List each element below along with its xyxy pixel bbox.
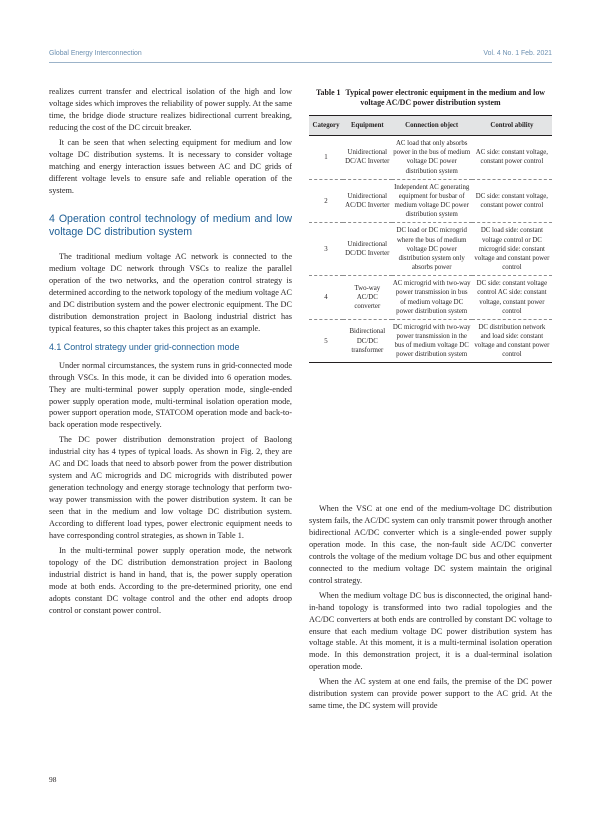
table-cell: AC side: constant voltage, constant power control [472,136,552,180]
table-cell: Bidirectional DC/DC transformer [343,319,392,363]
table-cell: Two-way AC/DC converter [343,276,392,320]
subsection-heading: 4.1 Control strategy under grid-connection mode [49,341,240,352]
table-cell: DC side: constant voltage, constant power control [472,179,552,223]
table-row [309,276,552,320]
table-cell: AC load that only absorbs power in the bus of medium voltage DC power distribution system [392,136,472,180]
table-label: Table 1 [316,88,341,97]
table-cell: Independent AC generating equipment for busbar of medium voltage DC power distribution system [392,179,472,223]
table-cell: 4 [309,276,343,320]
table-row [309,223,552,276]
table-header-row [309,116,552,136]
table-row [309,136,552,180]
table-cell: DC load side: constant voltage control or DC microgrid side: constant voltage and constant power control [472,223,552,276]
table-cell: Unidirectional DC/DC Inverter [343,223,392,276]
column-header: Connection object [392,116,472,136]
page-number: 98 [49,775,57,784]
paragraph: When the medium voltage DC bus is disconnected, the original hand-in-hand topology is transformed into two radial topologies and the AC/DC converters at both ends are controlled by constant DC voltage to ensure that each medium voltage DC power distribution system has voltage stable. At this moment, it is a multi-terminal isolation operation mode. In this demonstration project, it is a dual-terminal isolation operation mode. [309,590,552,672]
journal-name: Global Energy Interconnection [49,50,142,57]
paragraph: Under normal circumstances, the system runs in grid-connected mode through VSCs. In this mode, it can be divided into 6 operation modes. They are multi-terminal power supply operation mode, single-ended power supply operation mode, multi-terminal isolation operation mode, power support operation mode, STATCOM operation mode and back-to-back operation mode respectively. [49,360,292,430]
right-column [309,503,552,715]
table-cell: AC microgrid with two-way power transmission in bus of medium voltage DC power distribution system [392,276,472,320]
table-cell: Unidirectional DC/AC Inverter [343,136,392,180]
paragraph: The traditional medium voltage AC network is connected to the medium voltage DC network through VSCs to realize the parallel operation of the two networks, and the operation control strategy is determined according to the network topology of the medium voltage AC and DC distribution system and the power electronic equipment. The DC distribution demonstration project in Baolong industrial district has typical features, so this chapter takes this project as an example. [49,251,292,333]
table-cell: Unidirectional AC/DC Inverter [343,179,392,223]
table-cell: DC distribution network and load side: constant voltage and constant power control [472,319,552,363]
column-header: Category [309,116,343,136]
header-rule [49,62,552,63]
paragraph: When the VSC at one end of the medium-voltage DC distribution system fails, the AC/DC system can only transmit power through another bidirectional AC/DC converter which is a single-ended power supply operation mode. In this case, the non-fault side AC/DC converter controls the voltage of the medium voltage DC bus and other equipment connected to the medium voltage DC system maintain the original control strategy. [309,504,552,585]
table-cell: 5 [309,319,343,363]
table-cell: DC side: constant voltage control AC side: constant voltage, constant power control [472,276,552,320]
volume-info: Vol. 4 No. 1 Feb. 2021 [483,50,552,57]
paragraph: In the multi-terminal power supply operation mode, the network topology of the DC distribution demonstration project in Baolong industrial district is hand in hand, that is, the power supply operation mode at both ends. According to the pre-determined priority, one end adopts constant DC voltage control and the other end adopts droop control or constant power control. [49,545,292,615]
table-cell: DC microgrid with two-way power transmission in the bus of medium voltage DC power distribution system [392,319,472,363]
table-cell: DC load or DC microgrid where the bus of medium voltage DC power distribution system only absorbs power [392,223,472,276]
equipment-table [309,115,552,363]
table-row [309,179,552,223]
paragraph: realizes current transfer and electrical isolation of the high and low voltage sides which improves the reliability of power supply. At the same time, the bridge diode structure realizes bidirectional current breaking, reducing the cost of the DC circuit breaker. [49,87,292,132]
left-column [49,86,292,620]
column-header: Equipment [343,116,392,136]
table-title: Typical power electronic equipment in the medium and low voltage AC/DC power distribution system [345,88,545,108]
table-row [309,319,552,363]
table-cell: 3 [309,223,343,276]
paragraph: The DC power distribution demonstration project of Baolong industrial city has 4 types of typical loads. As shown in Fig. 2, they are AC and DC loads that need to absorb power from the power distribution system and AC microgrids and DC microgrids with distributed power generation technology and energy storage technology that perform two-way power transmission with the power distribution system. It can be seen that in the medium and low voltage DC distribution system. According to different load types, power electronic equipment needs to have corresponding control strategies, as shown in Table 1. [49,435,292,540]
table-cell: 1 [309,136,343,180]
paragraph: When the AC system at one end fails, the premise of the DC power distribution system can provide power support to the AC grid. At the same time, the DC system will provide [309,677,552,711]
paragraph: It can be seen that when selecting equipment for medium and low voltage DC distribution systems. It is necessary to consider voltage matching and energy interaction issues between AC and DC grids of different voltage levels to ensure safe and reliable operation of the system. [49,137,292,195]
section-heading: 4 Operation control technology of medium and low voltage DC distribution system [49,212,292,238]
table-cell: 2 [309,179,343,223]
table-caption [309,88,552,109]
column-header: Control ability [472,116,552,136]
